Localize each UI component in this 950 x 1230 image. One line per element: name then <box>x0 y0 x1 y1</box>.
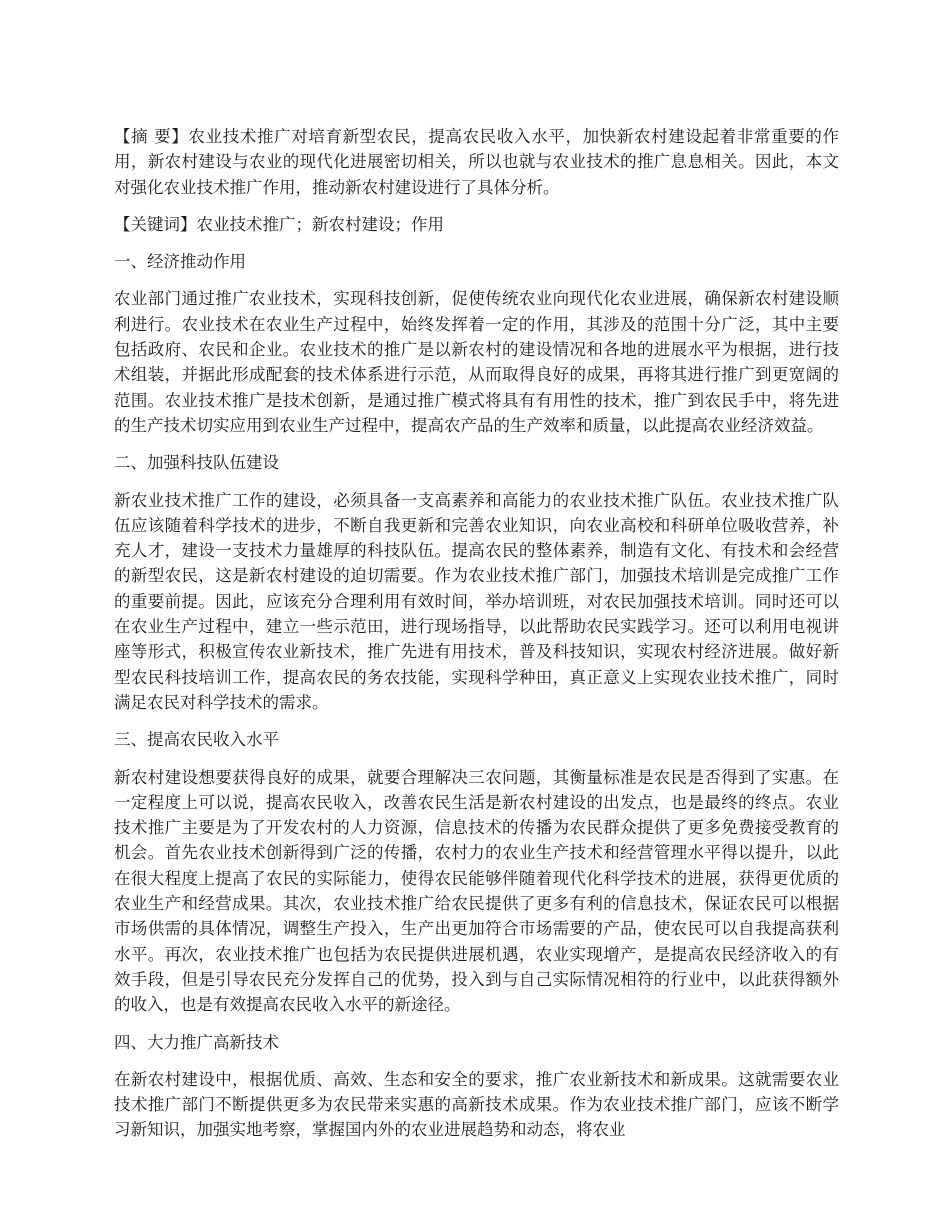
section-body-1: 农业部门通过推广农业技术，实现科技创新，促使传统农业向现代化农业进展，确保新农村建设顺利进行。农业技术在农业生产过程中，始终发挥着一定的作用，其涉及的范围十分广泛，其中主要包括政府、农民和企业。农业技术的推广是以新农村的建设情况和各地的进展水平为根据，进行技术组装，并据此形成配套的技术体系进行示范，从而取得良好的成果，再将其进行推广到更宽阔的范围。农业技术推广是技术创新，是通过推广模式将具有有用性的技术，推广到农民手中，将先进的生产技术切实应用到农业生产过程中，提高农产品的生产效率和质量，以此提高农业经济效益。 <box>114 289 839 435</box>
section-body-4: 在新农村建设中，根据优质、高效、生态和安全的要求，推广农业新技术和新成果。这就需要农业技术推广部门不断提供更多为农民带来实惠的高新技术成果。作为农业技术推广部门，应该不断学习新知识，加强实地考察，掌握国内外的农业进展趋势和动态，将农业 <box>114 1069 839 1140</box>
keywords-paragraph: 【关键词】农业技术推广；新农村建设；作用 <box>114 214 444 234</box>
section-heading-3: 三、提高农民收入水平 <box>114 730 279 750</box>
section-body-3: 新农村建设想要获得良好的成果，就要合理解决三农问题，其衡量标准是农民是否得到了实惠。在一定程度上可以说，提高农民收入，改善农民生活是新农村建设的出发点，也是最终的终点。农业技术推广主要是为了开发农村的人力资源，信息技术的传播为农民群众提供了更多免费接受教育的机会。首先农业技术创新得到广泛的传播，农村力的农业生产技术和经营管理水平得以提升，以此在很大程度上提高了农民的实际能力，使得农民能够伴随着现代化科学技术的进展，获得更优质的农业生产和经营成果。其次，农业技术推广给农民提供了更多有利的信息技术，保证农民可以根据市场供需的具体情况，调整生产投入，生产出更加符合市场需要的产品，使农民可以自我提高获利水平。再次，农业技术推广也包括为农民提供进展机遇，农业实现增产，是提高农民经济收入的有效手段，但是引导农民充分发挥自己的优势，投入到与自己实际情况相符的行业中，以此获得额外的收入，也是有效提高农民收入水平的新途径。 <box>114 767 839 1015</box>
section-heading-2: 二、加强科技队伍建设 <box>114 453 279 473</box>
section-heading-1: 一、经济推动作用 <box>114 252 246 272</box>
section-body-2: 新农业技术推广工作的建设，必须具备一支高素养和高能力的农业技术推广队伍。农业技术推广队伍应该随着科学技术的进步，不断自我更新和完善农业知识，向农业高校和科研单位吸收营养，补充人才，建设一支技术力量雄厚的科技队伍。提高农民的整体素养，制造有文化、有技术和会经营的新型农民，这是新农村建设的迫切需要。作为农业技术推广部门，加强技术培训是完成推广工作的重要前提。因此，应该充分合理利用有效时间，举办培训班，对农民加强技术培训。同时还可以在农业生产过程中，建立一些示范田，进行现场指导，以此帮助农民实践学习。还可以利用电视讲座等形式，积极宣传农业新技术，推广先进有用技术，普及科技知识，实现农村经济进展。做好新型农民科技培训工作，提高农民的务农技能，实现科学种田，真正意义上实现农业技术推广，同时满足农民对科学技术的需求。 <box>114 490 839 712</box>
section-heading-4: 四、大力推广高新技术 <box>114 1032 279 1052</box>
document-page <box>114 124 839 1155</box>
abstract-paragraph: 【摘 要】农业技术推广对培育新型农民，提高农民收入水平，加快新农村建设起着非常重要的作用，新农村建设与农业的现代化进展密切相关，所以也就与农业技术的推广息息相关。因此，本文对强化农业技术推广作用，推动新农村建设进行了具体分析。 <box>114 127 839 197</box>
